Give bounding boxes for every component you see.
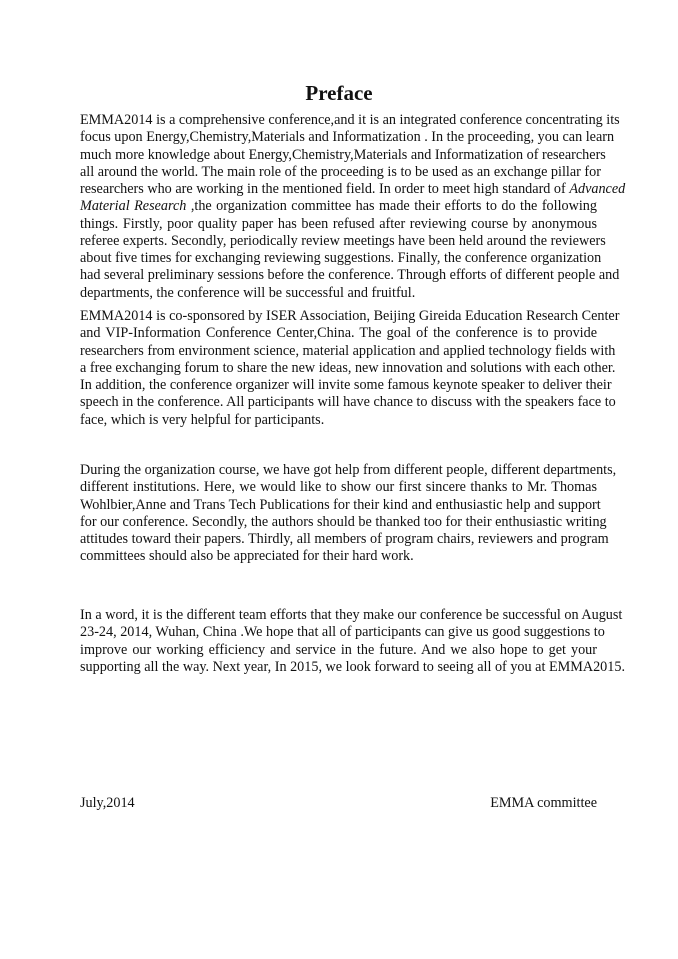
text-segment: different institutions. Here, we would like to show our first sincere thanks to Mr. Thomas: [80, 479, 597, 496]
text-segment: speech in the conference. All participants will have chance to discuss with the speakers face to: [80, 394, 616, 411]
text-line: [80, 496, 601, 514]
paragraph-acknowledgements: [80, 462, 617, 566]
text-segment: focus upon Energy,Chemistry,Materials and Informatization . In the proceeding, you can learn: [80, 129, 615, 146]
text-segment: a free exchanging forum to share the new ideas, new innovation and solutions with each other.: [80, 359, 616, 376]
text-segment: EMMA2014 is a comprehensive conference,and it is an integrated conference concentrating its: [80, 112, 620, 128]
text-segment: face, which is very helpful for participants.: [80, 411, 325, 428]
text-segment: 23-24, 2014, Wuhan, China .We hope that all of participants can give us good suggestions to: [80, 624, 605, 641]
text-segment: researchers from environment science, material application and applied technology fields with: [80, 342, 616, 359]
footer-signature: EMMA committee: [490, 795, 597, 811]
text-line: [80, 377, 612, 394]
text-line: [80, 548, 597, 565]
text-line: [80, 216, 597, 233]
text-line: [80, 607, 623, 624]
text-line: [80, 342, 616, 360]
text-line: [80, 198, 597, 215]
paragraph-closing: [80, 607, 626, 676]
text-segment: In addition, the conference organizer will invite some famous keynote speaker to deliver their: [80, 377, 612, 393]
text-segment: much more knowledge about Energy,Chemistry,Materials and Informatization of researchers: [80, 146, 606, 163]
text-segment: and VIP-Information Conference Center,China. The goal of the conference is to provide: [80, 325, 597, 342]
text-segment: ,the organization committee has made their efforts to do the following: [186, 198, 597, 215]
text-line: [80, 267, 620, 284]
text-segment: about five times for exchanging reviewing suggestions. Finally, the conference organization: [80, 250, 602, 266]
text-line: [80, 513, 607, 531]
text-line: [80, 479, 597, 496]
text-segment: referee experts. Secondly, periodically review meetings have been held around the reviewers: [80, 232, 606, 249]
text-segment: supporting all the way. Next year, In 2015, we look forward to seeing all of you at EMMA2015.: [80, 658, 626, 675]
text-line: [80, 359, 616, 377]
text-line: [80, 394, 616, 411]
page-title: Preface: [305, 81, 373, 105]
text-line: [80, 146, 606, 164]
text-segment: things. Firstly, poor quality paper has been refused after reviewing course by anonymous: [80, 215, 597, 232]
text-segment: researchers who are working in the mentioned field. In order to meet high standard of: [80, 181, 570, 197]
text-segment: attitudes toward their papers. Thirdly, all members of program chairs, reviewers and program: [80, 531, 609, 547]
text-line: [80, 658, 626, 676]
text-segment: all around the world. The main role of the proceeding is to be used as an exchange pillar for: [80, 163, 601, 180]
text-segment: improve our working efficiency and service in the future. And we also hope to get your: [80, 641, 597, 658]
text-line: [80, 325, 597, 342]
text-segment: EMMA2014 is co-sponsored by ISER Association, Beijing Gireida Education Research Center: [80, 308, 620, 324]
paragraph-intro: [80, 112, 626, 302]
text-line: [80, 462, 617, 479]
text-line: [80, 642, 597, 659]
text-line: [80, 624, 605, 641]
text-segment: for our conference. Secondly, the authors should be thanked too for their enthusiastic writing: [80, 513, 607, 530]
text-line: [80, 250, 602, 267]
text-segment: During the organization course, we have got help from different people, different departments,: [80, 462, 617, 478]
text-line: [80, 308, 620, 325]
paragraph-sponsors: [80, 308, 620, 429]
text-line: [80, 285, 597, 302]
italic-text: Material Research: [80, 198, 187, 215]
text-line: [80, 163, 601, 181]
text-segment: committees should also be appreciated for their hard work.: [80, 548, 414, 565]
text-line: [80, 112, 620, 129]
text-segment: In a word, it is the different team efforts that they make our conference be successful on August: [80, 607, 623, 623]
text-line: [80, 412, 597, 429]
italic-text: Advanced: [569, 181, 626, 197]
text-line: [80, 181, 626, 198]
footer-date: July,2014: [80, 795, 135, 811]
text-line: [80, 232, 606, 250]
text-segment: had several preliminary sessions before the conference. Through efforts of different people and: [80, 267, 620, 284]
text-segment: Wohlbier,Anne and Trans Tech Publications for their kind and enthusiastic help and support: [80, 496, 601, 513]
text-line: [80, 129, 615, 146]
text-segment: departments, the conference will be successful and fruitful.: [80, 284, 416, 301]
text-line: [80, 531, 609, 548]
